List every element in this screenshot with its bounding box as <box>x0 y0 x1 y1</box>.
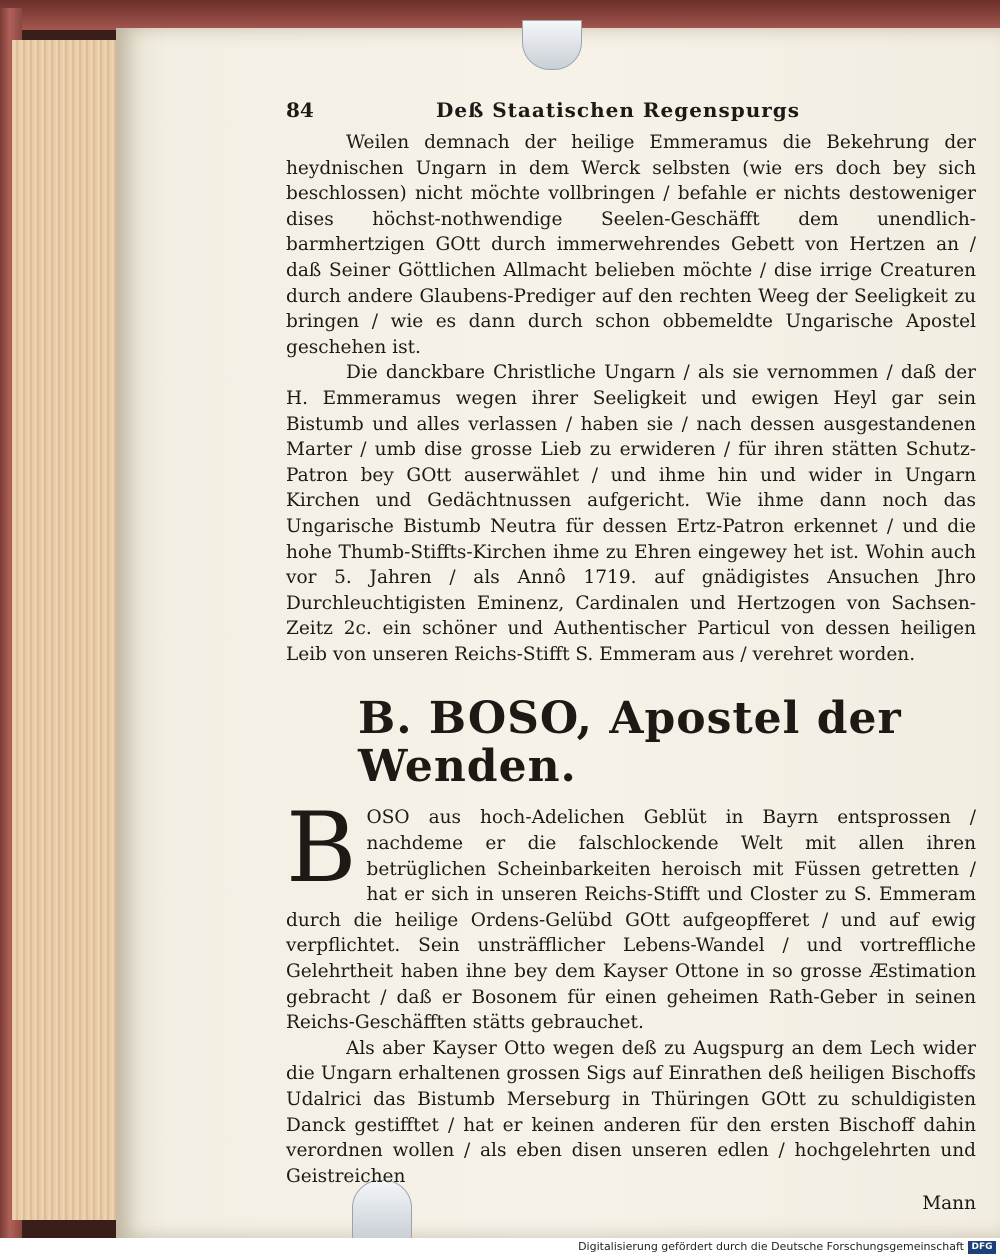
page-header <box>286 98 976 128</box>
footer-credit: Digitalisierung gefördert durch die Deutsche Forschungsgemeinschaft <box>578 1240 964 1253</box>
catchword: Mann <box>922 1193 976 1215</box>
page-stack-edge <box>12 40 123 1220</box>
dfg-logo-icon: DFG <box>968 1241 996 1254</box>
section-title: B. BOSO, Apostel der Wenden. <box>358 693 902 793</box>
page-text <box>286 98 976 1215</box>
paragraph-2: Die danckbare Christliche Ungarn / als sie vernommen / daß der H. Emmeramus wegen ihrer Seeligkeit und ewigen Heyl gar sein Bistumb und alles verlassen / haben sie / nach dessen ausgestandenen Marter / umb dise grosse Lieb zu erwideren / für ihren stätten Schutz-Patron bey GOtt auserwählet / und ihme hin und wider in Ungarn Kirchen und Gedächtnussen aufgericht. Wie ihme dann noch das Ungarische Bistumb Neutra für dessen Ertz-Patron erkennet / und die hohe Thumb-Stiffts-Kirchen ihme zu Ehren eingewey het ist. Wohin auch vor 5. Jahren / als Annô 1719. auf gnädigistes Ansuchen Jhro Durchleuchtigisten Eminenz, Cardinalen und Hertzogen von Sachsen-Zeitz 2c. ein schöner und Authentischer Particul von dessen heiligen Leib von unseren Reichs-Stifft S. Emmeram aus / verehret worden. <box>286 362 976 665</box>
paragraph-3: OSO aus hoch-Adelichen Geblüt in Bayrn entsprossen / nachdeme er die falschlockende Welt mit allen ihren betrüglichen Scheinbarkeiten heroisch mit Füssen getretten / hat er sich in unseren Reichs-Stifft und Closter zu S. Emmeram durch die heilige Ordens-Gelübd GOtt aufgeopfferet / und auf ewig verpflichtet. Sein unsträfflicher Lebens-Wandel / und vortreffliche Gelehrtheit haben ihne bey dem Kayser Ottone in so grosse Æstimation gebracht / daß er Bosonem für einen geheimen Rath-Geber in seinen Reichs-Geschäfften stätts gebrauchet. <box>286 807 976 1034</box>
paragraph-1: Weilen demnach der heilige Emmeramus die Bekehrung der heydnischen Ungarn in dem Werck selbsten (wie ers doch bey sich beschlossen) nicht möchte vollbringen / befahle er nichts destoweniger dises höchst-nothwendige Seelen-Geschäfft dem unendlich-barmhertzigen GOtt durch immerwehrendes Gebett von Hertzen an / daß Seiner Göttlichen Allmacht belieben möchte / dise irrige Creaturen durch andere Glaubens-Prediger auf den rechten Weeg der Seeligkeit zu bringen / wie es dann durch schon obbemeldte Ungarische Apostel geschehen ist. <box>286 132 976 358</box>
book-cover-top <box>0 0 1000 30</box>
page-number: 84 <box>286 98 314 122</box>
drop-cap: B <box>286 792 357 905</box>
page-clip-top-icon <box>522 20 582 70</box>
running-title: Deß Staatischen Regenspurgs <box>436 98 801 122</box>
paragraph-4: Als aber Kayser Otto wegen deß zu Augspurg an dem Lech wider die Ungarn erhaltenen grossen Sigs auf Einrathen deß heiligen Bischoffs Udalrici das Bistumb Merseburg in Thüringen GOtt zu schuldigisten Danck gestifftet / hat er keinen anderen für den ersten Bischoff dahin verordnen wollen / als eben disen unseren edlen / hochgelehrten und Geistreichen <box>286 1037 976 1187</box>
paragraph-3-block <box>286 792 976 1035</box>
